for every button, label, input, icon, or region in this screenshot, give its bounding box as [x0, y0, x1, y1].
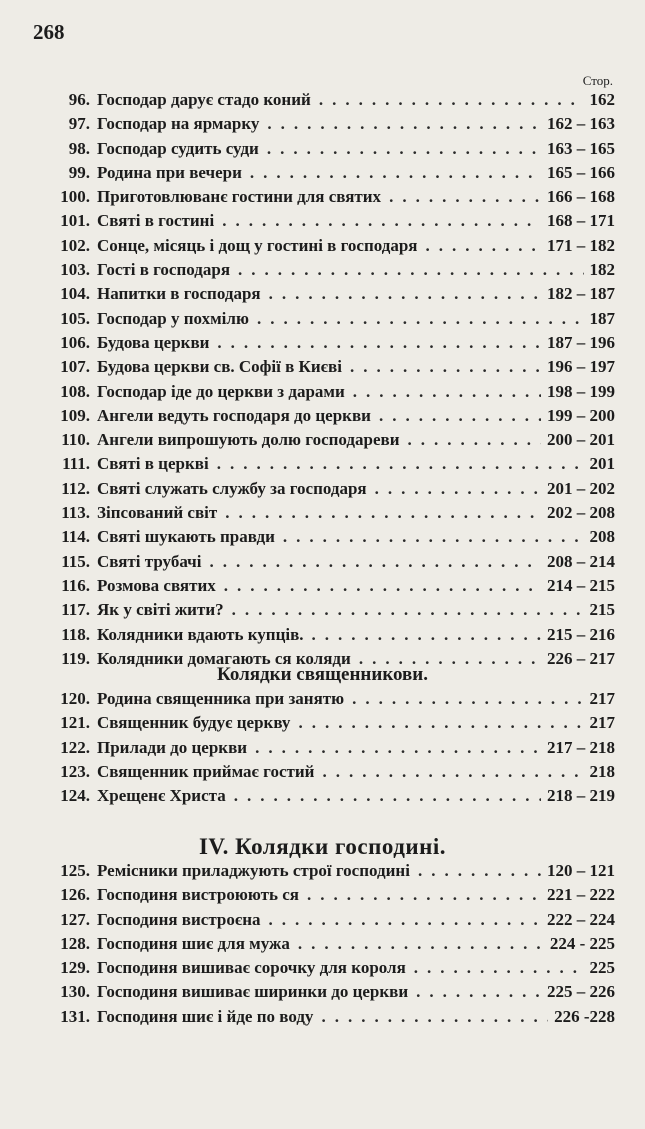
entry-title: Прилади до церкви: [97, 737, 248, 757]
page-number: 268: [33, 20, 65, 44]
entry-number: 119.: [61, 648, 90, 668]
entry-pages: 225 – 226: [547, 982, 615, 1002]
entry-pages: 187: [589, 308, 615, 328]
entry-title: Родина священника при занятю: [97, 689, 345, 708]
entry-pages: 208: [589, 527, 615, 547]
entry-title: Господиня вистроюють ся: [97, 885, 299, 905]
entry-title: Господар іде до церкви з дарами: [97, 381, 345, 401]
entry-title: Хрещенє Христа: [97, 786, 226, 806]
dot-leader: [230, 260, 583, 280]
entry-pages: 218 – 219: [547, 786, 615, 806]
entry-title: Господар на ярмарку: [97, 114, 260, 134]
toc-entry: [34, 382, 615, 406]
dot-leader: [217, 503, 541, 523]
entry-number: 126.: [60, 885, 90, 905]
dot-leader: [247, 738, 541, 758]
entry-number: 129.: [60, 958, 90, 978]
entry-pages: 208 – 214: [547, 551, 615, 571]
entry-pages: 202 – 208: [547, 503, 615, 523]
entry-number: 120.: [60, 689, 90, 708]
entry-number: 131.: [60, 1006, 90, 1026]
entry-pages: 163 – 165: [547, 138, 615, 158]
dot-leader: [290, 713, 583, 733]
entry-number: 108.: [60, 381, 90, 401]
entry-title: Священник приймає гостий: [97, 761, 315, 781]
entry-title: Святі трубачі: [97, 551, 202, 571]
toc-entry: [34, 284, 615, 308]
toc-entry: [34, 576, 615, 600]
entry-title: Будова церкви: [97, 332, 210, 352]
entry-title: Будова церкви св. Софії в Києві: [97, 357, 342, 377]
dot-leader: [249, 309, 584, 329]
dot-leader: [290, 934, 544, 954]
entry-pages: 162 – 163: [547, 114, 615, 134]
toc-entry: [34, 406, 615, 430]
dot-leader: [209, 333, 541, 353]
dot-leader: [381, 187, 541, 207]
toc-entry: [34, 1007, 615, 1031]
dot-leader: [371, 406, 541, 426]
dot-leader: [209, 454, 584, 474]
entry-pages: 215 – 216: [547, 624, 615, 644]
entry-title: Господиня вистроєна: [97, 909, 261, 929]
toc-entry: [34, 90, 615, 114]
dot-leader: [214, 211, 541, 231]
dot-leader: [313, 1007, 548, 1027]
toc-section-2: [34, 689, 615, 810]
toc-entry: [34, 163, 615, 187]
section-heading-priests: Колядки священникови.: [217, 664, 428, 685]
entry-number: 98.: [68, 138, 90, 158]
entry-pages: 225: [589, 958, 615, 978]
entry-number: 125.: [60, 861, 90, 880]
entry-number: 113.: [61, 503, 90, 523]
entry-title: Розмова святих: [97, 575, 216, 595]
entry-pages: 201 – 202: [547, 478, 615, 498]
entry-title: Колядники вдають купців.: [97, 624, 304, 644]
entry-number: 114.: [61, 527, 90, 547]
entry-title: Господиня шиє для мужа: [97, 933, 290, 953]
entry-number: 117.: [61, 600, 90, 620]
dot-leader: [299, 885, 541, 905]
toc-entry: [34, 114, 615, 138]
toc-entry: [34, 713, 615, 737]
dot-leader: [304, 625, 541, 645]
entry-pages: 224 - 225: [549, 933, 615, 953]
entry-number: 107.: [60, 357, 90, 377]
dot-leader: [400, 430, 541, 450]
toc-entry: [34, 527, 615, 551]
entry-title: Ангели ведуть господаря до церкви: [97, 405, 371, 425]
toc-entry: [34, 187, 615, 211]
entry-number: 112.: [61, 478, 90, 498]
dot-leader: [367, 479, 541, 499]
entry-number: 96.: [68, 90, 90, 109]
entry-pages: 198 – 199: [547, 381, 615, 401]
entry-pages: 222 – 224: [547, 909, 615, 929]
entry-number: 106.: [60, 332, 90, 352]
entry-number: 123.: [60, 761, 90, 781]
dot-leader: [260, 910, 541, 930]
entry-number: 97.: [68, 114, 90, 134]
entry-number: 111.: [62, 454, 90, 474]
entry-number: 100.: [60, 187, 90, 207]
dot-leader: [408, 982, 541, 1002]
entry-pages: 168 – 171: [547, 211, 615, 231]
toc-entry: [34, 552, 615, 576]
entry-pages: 215: [589, 600, 615, 620]
entry-pages: 166 – 168: [547, 187, 615, 207]
toc-entry: [34, 357, 615, 381]
entry-pages: 201: [589, 454, 615, 474]
entry-pages: 199 – 200: [547, 405, 615, 425]
page-column-label: Стор.: [582, 73, 613, 88]
dot-leader: [224, 600, 584, 620]
entry-title: Напитки в господаря: [97, 284, 261, 304]
entry-number: 101.: [60, 211, 90, 231]
entry-title: Господиня вишиває сорочку для короля: [97, 958, 406, 978]
dot-leader: [410, 861, 541, 881]
entry-number: 115.: [61, 551, 90, 571]
entry-number: 116.: [61, 575, 90, 595]
entry-pages: 221 – 222: [547, 885, 615, 905]
dot-leader: [259, 114, 541, 134]
entry-number: 124.: [60, 786, 90, 806]
entry-pages: 120 – 121: [547, 861, 615, 880]
toc-entry: [34, 861, 615, 885]
dot-leader: [406, 958, 584, 978]
entry-title: Господиня шиє і йде по воду: [97, 1006, 314, 1026]
dot-leader: [226, 786, 541, 806]
entry-pages: 187 – 196: [547, 332, 615, 352]
entry-title: Ремісники приладжують строї господині: [97, 861, 410, 880]
entry-title: Священник будує церкву: [97, 713, 291, 733]
toc-entry: [34, 738, 615, 762]
toc-entry: [34, 333, 615, 357]
entry-number: 128.: [60, 933, 90, 953]
dot-leader: [261, 284, 541, 304]
toc-section-3: [34, 861, 615, 1031]
entry-title: Колядники домагають ся коляди: [97, 648, 351, 668]
toc-entry: [34, 982, 615, 1006]
entry-number: 110.: [61, 430, 90, 450]
dot-leader: [216, 576, 541, 596]
entry-title: Господар дарує стадо коний: [97, 90, 311, 109]
toc-entry: [34, 236, 615, 260]
toc-entry: [34, 689, 615, 713]
toc-entry: [34, 625, 615, 649]
entry-number: 118.: [61, 624, 90, 644]
entry-number: 105.: [60, 308, 90, 328]
dot-leader: [418, 236, 541, 256]
entry-title: Святі в церкві: [97, 454, 209, 474]
entry-number: 103.: [60, 260, 90, 280]
dot-leader: [314, 762, 583, 782]
entry-title: Господар у похмілю: [97, 308, 249, 328]
entry-pages: 171 – 182: [547, 235, 615, 255]
entry-pages: 217: [589, 689, 615, 708]
entry-pages: 162: [589, 90, 615, 109]
toc-entry: [34, 600, 615, 624]
dot-leader: [344, 689, 583, 709]
toc-entry: [34, 454, 615, 478]
toc-entry: [34, 503, 615, 527]
entry-title: Гості в господаря: [97, 260, 231, 280]
entry-pages: 226 – 217: [547, 648, 615, 668]
entry-number: 104.: [60, 284, 90, 304]
entry-title: Святі в гостині: [97, 211, 215, 231]
entry-title: Зіпсований світ: [97, 503, 218, 523]
entry-pages: 218: [589, 761, 615, 781]
entry-pages: 214 – 215: [547, 575, 615, 595]
entry-pages: 196 – 197: [547, 357, 615, 377]
dot-leader: [242, 163, 541, 183]
entry-pages: 226 -228: [554, 1006, 615, 1026]
entry-title: Сонце, місяць і дощ у гостині в господаря: [97, 235, 418, 255]
entry-pages: 217: [589, 713, 615, 733]
toc-entry: [34, 260, 615, 284]
entry-number: 102.: [60, 235, 90, 255]
entry-pages: 200 – 201: [547, 430, 615, 450]
dot-leader: [275, 527, 584, 547]
toc-entry: [34, 309, 615, 333]
dot-leader: [311, 90, 584, 110]
dot-leader: [201, 552, 541, 572]
entry-title: Господиня вишиває ширинки до церкви: [97, 982, 409, 1002]
toc-entry: [34, 786, 615, 810]
entry-number: 121.: [60, 713, 90, 733]
entry-title: Як у світі жити?: [97, 600, 224, 620]
section-heading-housewife: IV. Колядки господині.: [198, 834, 446, 859]
toc-entry: [34, 934, 615, 958]
dot-leader: [342, 357, 541, 377]
entry-number: 130.: [60, 982, 90, 1002]
entry-number: 99.: [68, 162, 90, 182]
toc-entry: [34, 885, 615, 909]
toc-entry: [34, 139, 615, 163]
toc-section-1: [34, 90, 615, 673]
dot-leader: [259, 139, 541, 159]
entry-title: Приготовлюванє гостини для святих: [97, 187, 382, 207]
entry-pages: 217 – 218: [547, 737, 615, 757]
toc-entry: [34, 430, 615, 454]
toc-entry: [34, 910, 615, 934]
dot-leader: [345, 382, 541, 402]
entry-number: 109.: [60, 405, 90, 425]
toc-entry: [34, 958, 615, 982]
entry-title: Ангели випрошують долю господареви: [97, 430, 400, 450]
entry-title: Святі шукають правди: [97, 527, 275, 547]
entry-title: Родина при вечери: [97, 162, 242, 182]
entry-pages: 165 – 166: [547, 162, 615, 182]
entry-pages: 182 – 187: [547, 284, 615, 304]
entry-number: 127.: [60, 909, 90, 929]
toc-entry: [34, 211, 615, 235]
entry-title: Святі служать службу за господаря: [97, 478, 367, 498]
entry-number: 122.: [60, 737, 90, 757]
entry-pages: 182: [589, 260, 615, 280]
toc-entry: [34, 479, 615, 503]
toc-entry: [34, 762, 615, 786]
entry-title: Господар судить суди: [97, 138, 259, 158]
